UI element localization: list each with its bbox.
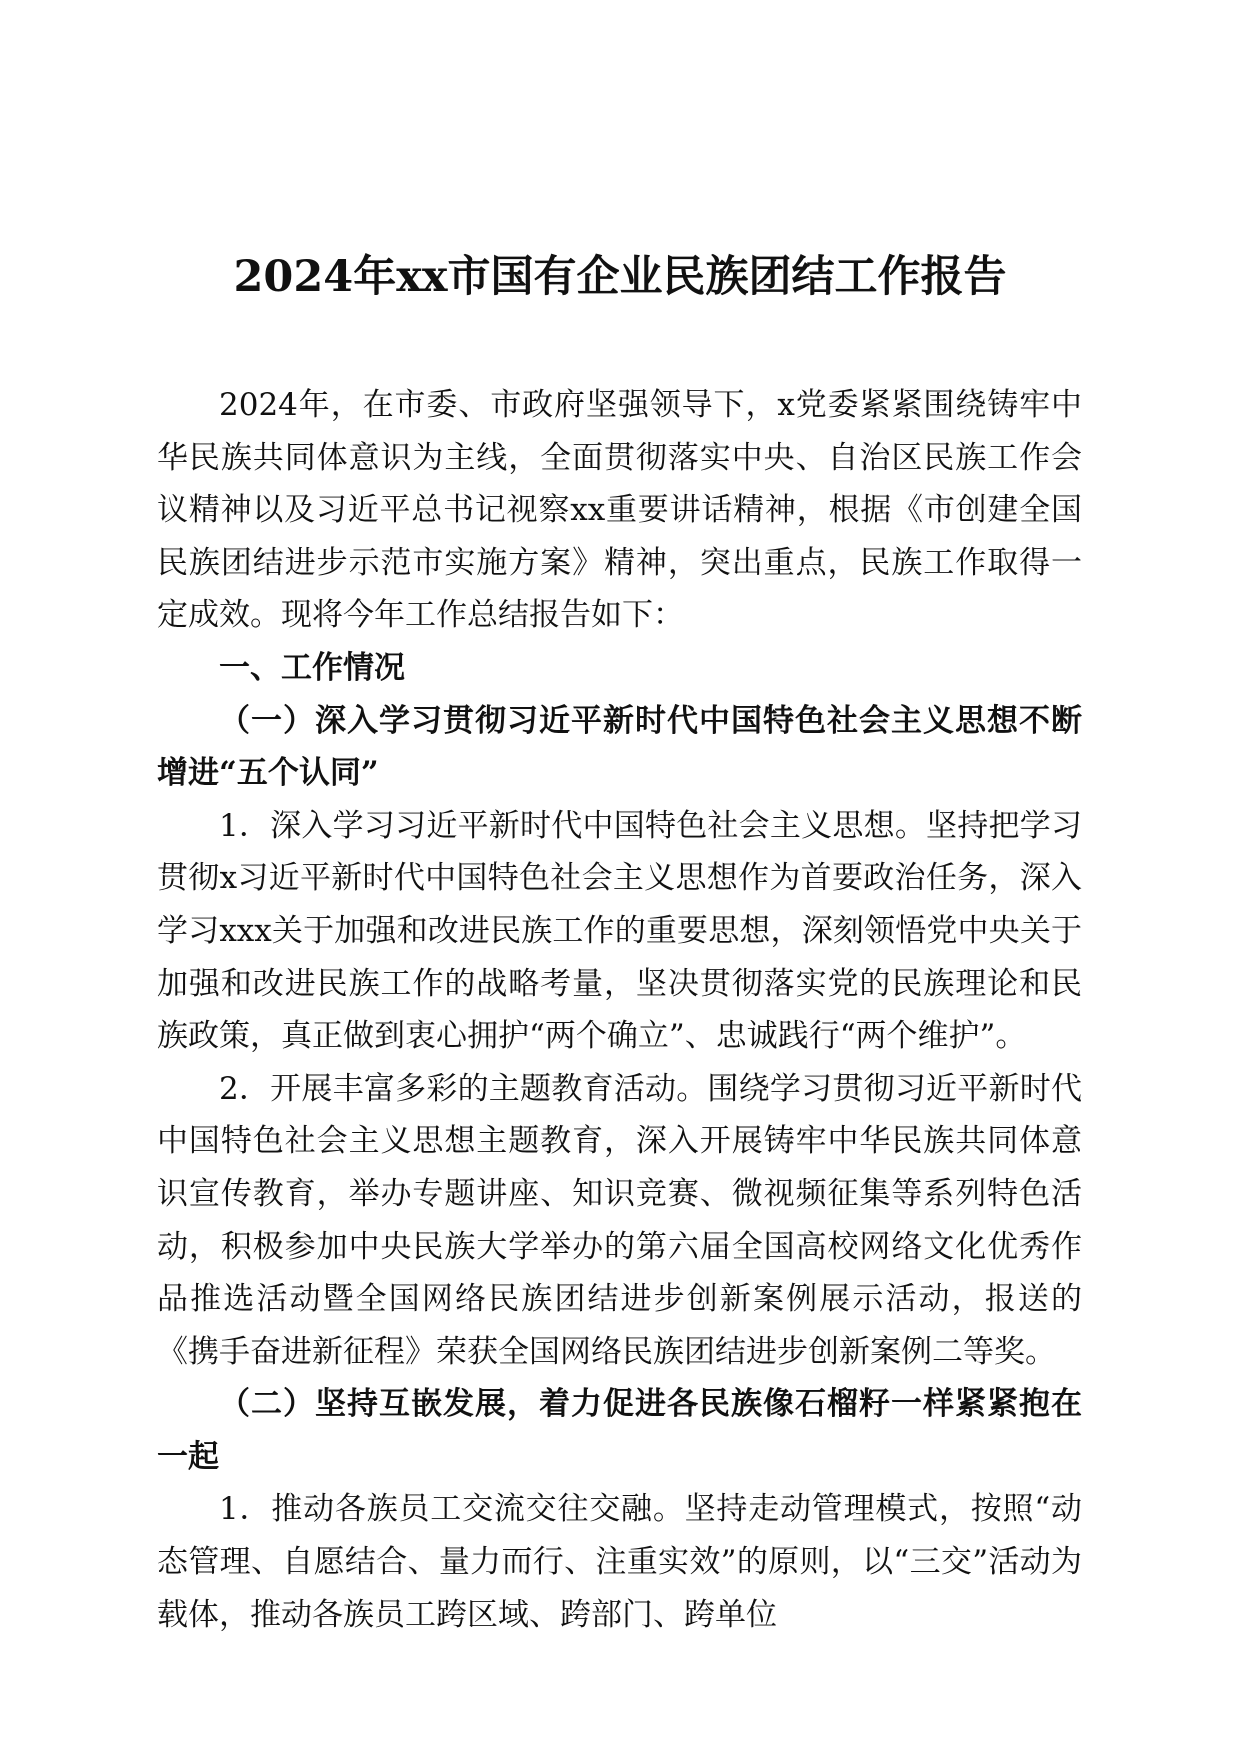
body-paragraph: 2．开展丰富多彩的主题教育活动。围绕学习贯彻习近平新时代中国特色社会主义思想主题教育，深入开展铸牢中华民族共同体意识宣传教育，举办专题讲座、知识竞赛、微视频征集等系列特色活动，积极参加中央民族大学举办的第六届全国高校网络文化优秀作品推选活动暨全国网络民族团结进步创新案例展示活动，报送的《携手奋进新征程》荣获全国网络民族团结进步创新案例二等奖。 [157, 1070, 1082, 1370]
document-body [157, 379, 1082, 1641]
body-paragraph: 1．推动各族员工交流交往交融。坚持走动管理模式，按照“动态管理、自愿结合、量力而行、注重实效”的原则，以“三交”活动为载体，推动各族员工跨区域、跨部门、跨单位 [157, 1491, 1082, 1633]
subsection-heading: （一）深入学习贯彻习近平新时代中国特色社会主义思想不断增进“五个认同” [157, 702, 1082, 792]
section-heading: 一、工作情况 [219, 649, 405, 686]
document-title: 2024年xx市国有企业民族团结工作报告 [233, 252, 1007, 302]
subsection-heading: （二）坚持互嵌发展，着力促进各民族像石榴籽一样紧紧抱在一起 [157, 1386, 1082, 1475]
intro-paragraph: 2024年，在市委、市政府坚强领导下，x党委紧紧围绕铸牢中华民族共同体意识为主线，全面贯彻落实中央、自治区民族工作会议精神以及习近平总书记视察xx重要讲话精神，根据《市创建全国民族团结进步示范市实施方案》精神，突出重点，民族工作取得一定成效。现将今年工作总结报告如下： [157, 387, 1082, 634]
body-paragraph: 1．深入学习习近平新时代中国特色社会主义思想。坚持把学习贯彻x习近平新时代中国特色社会主义思想作为首要政治任务，深入学习xxx关于加强和改进民族工作的重要思想，深刻领悟党中央关于加强和改进民族工作的战略考量，坚决贯彻落实党的民族理论和民族政策，真正做到衷心拥护“两个确立”、忠诚践行“两个维护”。 [157, 807, 1082, 1055]
